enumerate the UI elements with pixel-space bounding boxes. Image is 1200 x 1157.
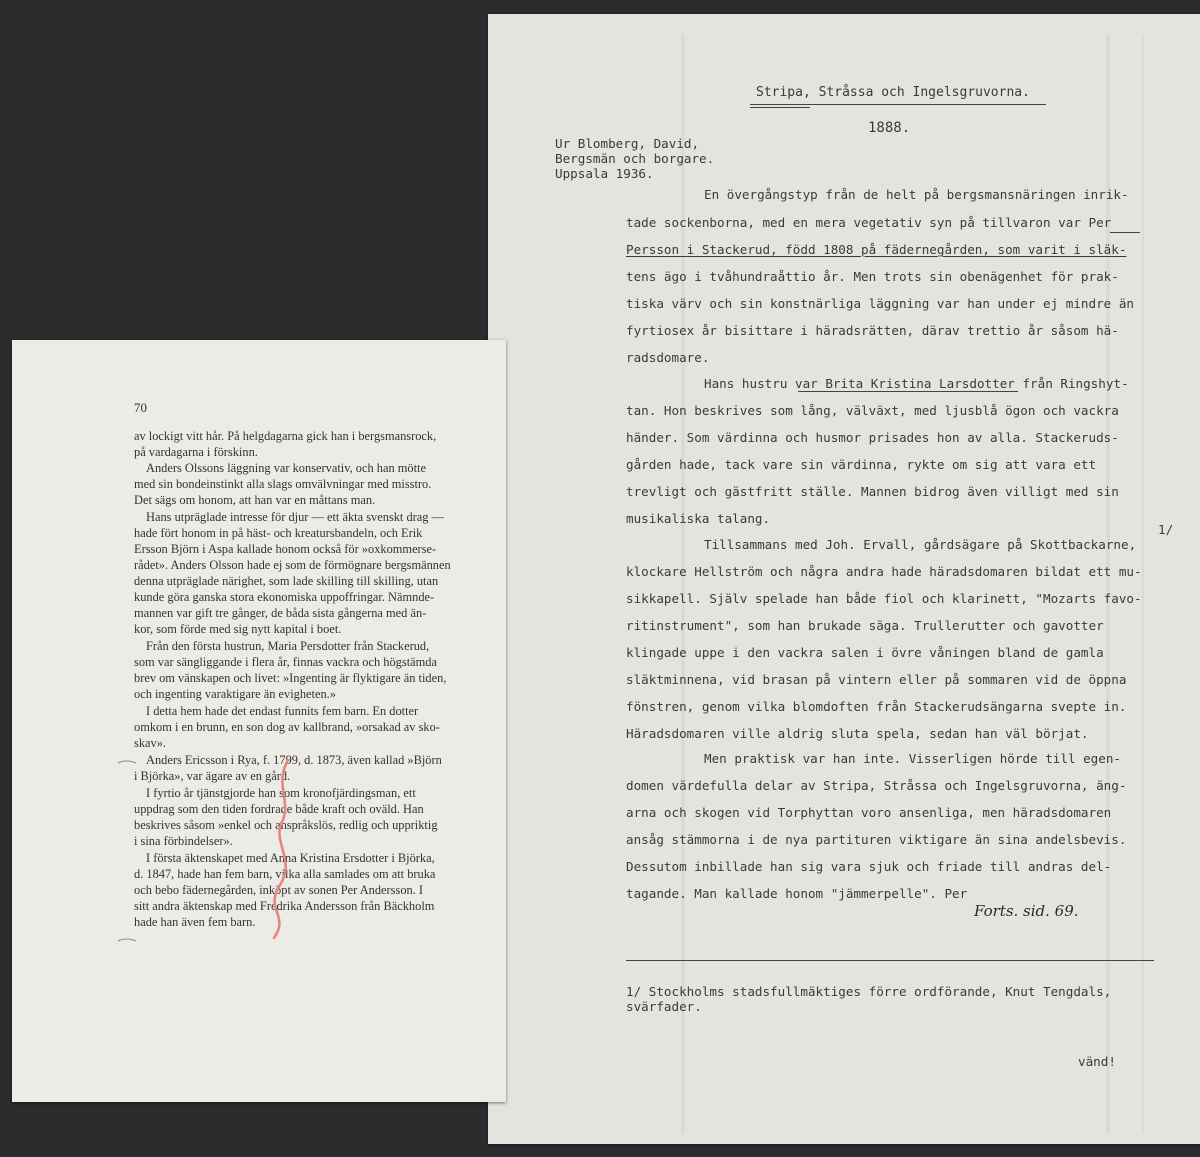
printed-line: rådet». Anders Olsson hade ej som de förmögnare bergsmännen <box>134 558 451 572</box>
typed-line: Tillsammans med Joh. Ervall, gårdsägare på Skottbackarne, <box>704 537 1137 552</box>
typed-line: musikaliska talang. <box>626 511 771 526</box>
printed-page <box>12 340 506 1102</box>
printed-line: I fyrtio år tjänstgjorde han som kronofjärdingsman, ett <box>146 786 416 800</box>
typed-line: sikkapell. Själv spelade han både fiol och klarinett, "Mozarts favo- <box>626 591 1142 606</box>
source-line-2: Bergsmän och borgare. <box>555 151 715 166</box>
typed-line: Men praktisk var han inte. Visserligen hörde till egen- <box>704 751 1122 766</box>
typed-line: gården hade, tack vare sin värdinna, rykte om sig att vara ett <box>626 457 1097 472</box>
typed-line: klingade uppe i den vackra salen i övre våningen bland de gamla <box>626 645 1104 660</box>
printed-line: som var sängliggande i flera år, finnas vackra och högstämda <box>134 655 437 669</box>
handwritten-note: Forts. sid. 69. <box>974 902 1079 920</box>
page-number: 70 <box>134 400 147 415</box>
printed-line: uppdrag som den tiden fordrade både kraft och oväld. Han <box>134 802 424 816</box>
printed-line: brev om vänskapen och livet: »Ingenting är flyktigare än tiden, <box>134 671 447 685</box>
printed-line: kor, som förde med sig nytt kapital i boet. <box>134 622 342 636</box>
typed-line: Persson i Stackerud, född 1808 på fädernegården, som varit i släk- <box>626 242 1127 257</box>
typed-line: Hans hustru var Brita Kristina Larsdotter från Ringshyt- <box>704 376 1129 391</box>
typed-line: domen värdefulla delar av Stripa, Stråssa och Ingelsgruvorna, äng- <box>626 778 1127 793</box>
footnote-line-2: svärfader. <box>626 999 702 1014</box>
printed-line: hade fört honom in på häst- och kreatursbandeln, och Erik <box>134 526 423 540</box>
typed-line: släktminnena, vid brasan på vintern eller på sommaren vid de öppna <box>626 672 1127 687</box>
typed-line: Dessutom inbillade han sig vara sjuk och friade till andras del- <box>626 859 1112 874</box>
typed-title: Stripa, Stråssa och Ingelsgruvorna. <box>756 85 1030 100</box>
printed-line: och bebo fädernegården, inköpt av sonen Per Andersson. I <box>134 883 424 897</box>
printed-line: med sin bondeinstinkt alla slags omvälvningar med misstro. <box>134 477 432 491</box>
typed-line: fyrtiosex år bisittare i häradsrätten, därav trettio år såsom hä- <box>626 323 1119 338</box>
title-underline-short <box>750 107 810 108</box>
source-line-3: Uppsala 1936. <box>555 166 654 181</box>
turn-over: vänd! <box>1078 1054 1116 1069</box>
printed-line: denna utpräglade närighet, som lade skilling till skilling, utan <box>134 574 439 588</box>
printed-line: skav». <box>134 736 167 750</box>
footnote-rule <box>626 960 1154 961</box>
typed-line: tens ägo i tvåhundraåttio år. Men trots sin obenägenhet för prak- <box>626 269 1119 284</box>
printed-line: mannen var gift tre gånger, de båda sista gångerna med än- <box>134 606 427 620</box>
typed-line: trevligt och gästfritt ställe. Mannen bidrog även villigt med sin <box>626 484 1119 499</box>
typed-line: arna och skogen vid Torphyttan voro ansenliga, men häradsdomaren <box>626 805 1112 820</box>
typed-line: radsdomare. <box>626 350 710 365</box>
typed-line: ansåg stämmorna i de nya partituren viktigare än sina andelsbevis. <box>626 832 1127 847</box>
typed-line: En övergångstyp från de helt på bergsmansnäringen inrik- <box>704 187 1129 202</box>
printed-line: av lockigt vitt hår. På helgdagarna gick han i bergsmansrock, <box>134 429 437 443</box>
name-underline <box>798 391 1018 392</box>
typed-line: klockare Hellström och några andra hade häradsdomaren bildat ett mu- <box>626 564 1142 579</box>
printed-line: omkom i en brunn, en son dog av kallbrand, »orsakad av sko- <box>134 720 440 734</box>
source-line-1: Ur Blomberg, David, <box>555 136 700 151</box>
title-underline <box>750 104 1046 105</box>
printed-line: beskrives såsom »enkel och anspråkslös, redlig och uppriktig <box>134 818 438 832</box>
typed-line: fönstren, genom vilka blomdoften från Stackerudsängarna svepte in. <box>626 699 1127 714</box>
name-underline <box>1110 232 1140 233</box>
printed-line: I första äktenskapet med Anna Kristina Ersdotter i Björka, <box>146 851 435 865</box>
typed-line: tan. Hon beskrives som lång, välväxt, med ljusblå ögon och vackra <box>626 403 1119 418</box>
printed-line: Anders Ericsson i Rya, f. 1799, d. 1873, även kallad »Björn <box>146 753 442 767</box>
typed-line: tiska värv och sin konstnärliga läggning var han under ej mindre än <box>626 296 1134 311</box>
printed-line: sitt andra äktenskap med Fredrika Andersson från Bäckholm <box>134 899 435 913</box>
printed-line: Det sägs om honom, att han var en måttans man. <box>134 493 376 507</box>
printed-line: d. 1847, hade han fem barn, vilka alla samlades om att bruka <box>134 867 436 881</box>
printed-line: hade han även fem barn. <box>134 915 256 929</box>
typed-line: Häradsdomaren ville aldrig sluta spela, sedan han väl börjat. <box>626 726 1089 741</box>
printed-line: Hans utpräglade intresse för djur — ett äkta svenskt drag — <box>146 510 444 524</box>
printed-line: Från den första hustrun, Maria Persdotter från Stackerud, <box>146 639 430 653</box>
printed-line: Ersson Björn i Aspa kallade honom också för »oxkommerse- <box>134 542 437 556</box>
typed-year: 1888. <box>868 120 911 136</box>
printed-line: och ingenting varaktigare än evigheten.» <box>134 687 336 701</box>
printed-line: kunde göra ganska stora ekonomiska uppoffringar. Nämnde- <box>134 590 435 604</box>
red-pencil-mark <box>12 340 506 1102</box>
typed-page <box>488 14 1200 1144</box>
printed-line: i sina förbindelser». <box>134 834 233 848</box>
printed-line: Anders Olssons läggning var konservativ, och han mötte <box>146 461 426 475</box>
footnote-line-1: 1/ Stockholms stadsfullmäktiges förre ordförande, Knut Tengdals, <box>626 984 1112 999</box>
printed-line: I detta hem hade det endast funnits fem barn. En dotter <box>146 704 419 718</box>
typed-line: tade sockenborna, med en mera vegetativ syn på tillvaron var Per <box>626 215 1112 230</box>
typed-line: tagande. Man kallade honom "jämmerpelle". Per <box>626 886 968 901</box>
typed-line: händer. Som värdinna och husmor prisades hon av alla. Stackeruds- <box>626 430 1119 445</box>
printed-line: på vardagarna i förskinn. <box>134 445 258 459</box>
footnote-marker: 1/ <box>1158 522 1174 537</box>
typed-line: ritinstrument", som han brukade säga. Trullerutter och gavotter <box>626 618 1104 633</box>
printed-line: i Björka», var ägare av en gård. <box>134 769 291 783</box>
